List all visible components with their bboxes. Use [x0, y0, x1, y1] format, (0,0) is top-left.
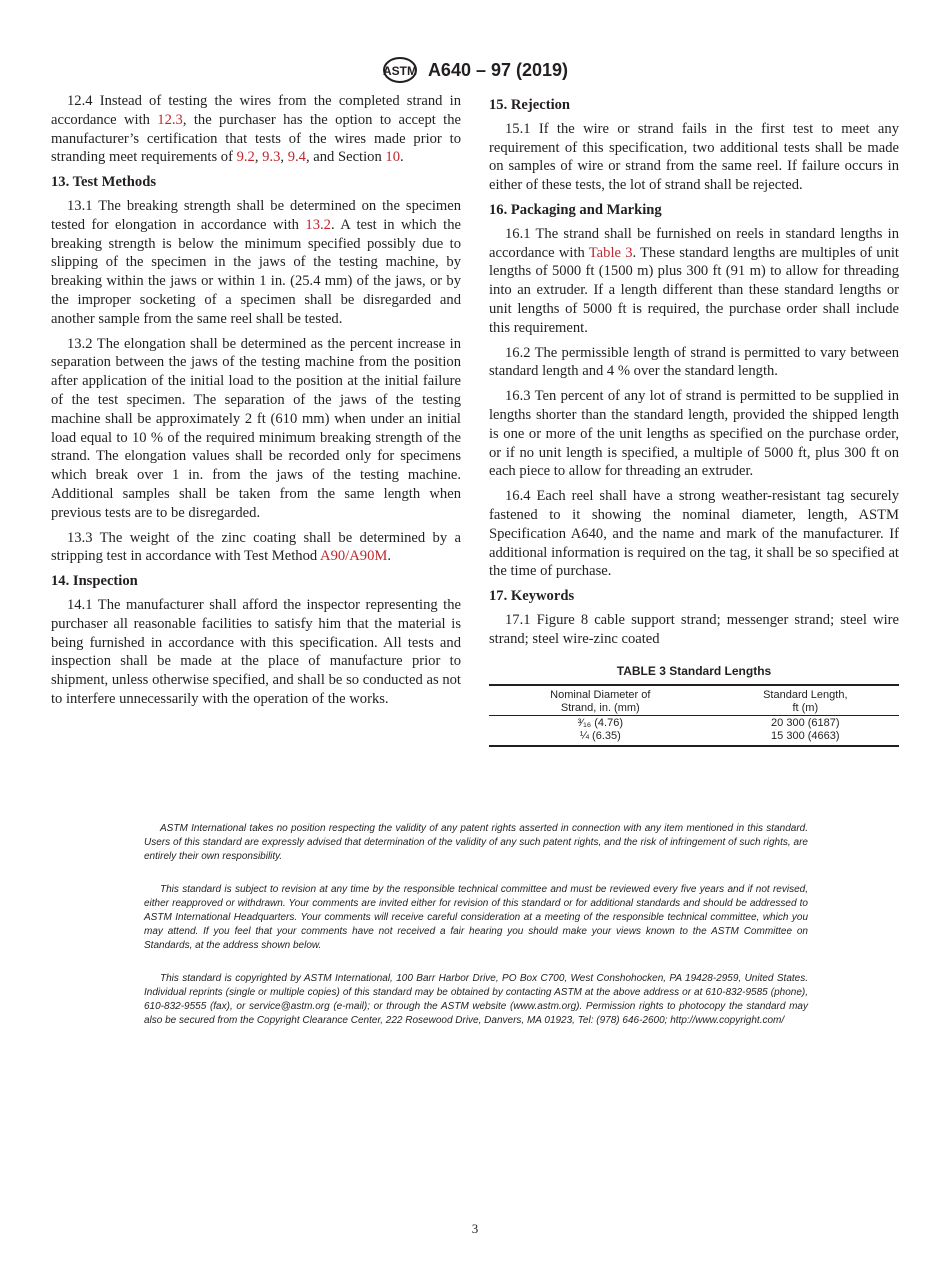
section-heading	[489, 587, 899, 606]
text-run: 13.2 The elongation shall be determined as the percent increase in separation between the jaws of the testing machine from the position after application of the initial load to the position at the initial failure of the test specimen. The separation of the jaws of the testing machine shall be approximately 2 ft (610 mm) when under an initial load equal to 10 % of the required minimum breaking strength of the strand. The elongation values shall be recorded only for specimens which break over 1 in. from the jaws of the testing machine. Additional samples shall be taken from the same length when previous tests are to be disregarded.	[51, 335, 461, 521]
svg-text:ASTM: ASTM	[382, 64, 417, 78]
text-run: 17.1 Figure 8 cable support strand; messenger strand; steel wire strand; steel wire-zinc coated	[489, 611, 899, 647]
right-column	[489, 92, 899, 747]
paragraph	[51, 197, 461, 329]
paragraph	[489, 387, 899, 481]
standard-lengths-table	[489, 665, 899, 747]
text-run: 17. Keywords	[489, 588, 575, 605]
cross-reference-link[interactable]: A90/A90M	[320, 548, 388, 565]
text-run: 14. Inspection	[51, 573, 138, 590]
paragraph	[489, 487, 899, 581]
text-run: 13. Test Methods	[51, 174, 157, 191]
paragraph	[489, 611, 899, 649]
text-run: . These standard lengths are multiples of unit lengths of 5000 ft (1500 m) plus 300 ft (91 m) to allow for threading into an extruder. If a length different than these standard lengths or unit lengths of 5000 ft is required, the purchase order shall include this requirement.	[489, 244, 899, 336]
table-row	[489, 715, 899, 730]
left-column	[51, 92, 461, 715]
text-run: 15. Rejection	[489, 97, 571, 113]
paragraph	[489, 225, 899, 338]
astm-logo-icon	[382, 56, 418, 84]
legal-footer	[144, 822, 808, 1047]
text-run: , and Section	[305, 149, 386, 166]
cross-reference-link[interactable]: 9.3	[262, 149, 281, 166]
text-run: 16. Packaging and Marking	[489, 201, 662, 218]
page-header	[0, 56, 950, 84]
text-run: 16.1 The strand shall be furnished on reels in standard lengths in accordance with	[489, 225, 899, 261]
text-run: ,	[280, 149, 288, 166]
cross-reference-link[interactable]: 13.2	[305, 216, 331, 233]
text-run: , the purchaser has the option to accept the manufacturer’s certification that tests of the wires made prior to stranding meet requirements of	[51, 111, 461, 166]
page-number: 3	[471, 1221, 479, 1236]
paragraph	[489, 120, 899, 195]
table-cell: ³⁄₁₆ (4.76)	[577, 716, 624, 729]
section-heading	[489, 96, 899, 115]
text-run: . A test in which the breaking strength is below the minimum specified possibly due to slipping of the specimen in the jaws of the testing machine, by breaking within the jaws or within 1 in. (25.4 mm) of the jaws, or by the improper socketing of a specimen shall be disregarded and another sample from the same reel shall be tested.	[51, 216, 461, 327]
text-run: .	[400, 149, 404, 166]
paragraph	[489, 344, 899, 382]
text-run: 15.1 If the wire or strand fails in the first test to meet any requirement of this specification, two additional tests shall be made on samples of wire or strand from the same reel. If failure occurs in either of these tests, the lot of strand shall be rejected.	[489, 120, 899, 194]
text-run: 12.4 Instead of testing the wires from the completed strand in accordance with	[51, 93, 461, 128]
text-run: 16.2 The permissible length of strand is permitted to vary between standard length and 4 % over the standard length.	[489, 344, 899, 380]
text-run: 13.3 The weight of the zinc coating shall be determined by a stripping test in accordance with Test Method	[51, 529, 461, 565]
document-designation: A640 – 97 (2019)	[427, 59, 569, 80]
text-run: 14.1 The manufacturer shall afford the inspector representing the purchaser all reasonable facilities to satisfy him that the material is being furnished in accordance with this specification. All tests and inspection shall be made at the place of manufacture prior to shipment, unless otherwise specified, and shall be so conducted as not to interfere unnecessarily with the operation of the works.	[51, 596, 461, 707]
cross-reference-link[interactable]: Table 3	[588, 244, 633, 261]
cross-reference-link[interactable]: 9.4	[287, 149, 306, 166]
paragraph	[51, 596, 461, 709]
paragraph	[51, 92, 461, 167]
cross-reference-link[interactable]: 9.2	[236, 149, 255, 166]
text-run: ,	[254, 149, 263, 166]
text-run: 13.1 The breaking strength shall be determined on the specimen tested for elongation in accordance with	[51, 197, 461, 233]
text-run: .	[387, 548, 391, 565]
paragraph	[51, 335, 461, 523]
cross-reference-link[interactable]: 10	[385, 149, 400, 166]
table-header-length: Standard Length, ft (m)	[712, 685, 899, 716]
section-heading	[51, 572, 461, 591]
cross-reference-link[interactable]: 12.3	[157, 111, 183, 128]
copyright-notice: This standard is copyrighted by ASTM International, 100 Barr Harbor Drive, PO Box C700, West Conshohocken, PA 19428-2959, United States. Individual reprints (single or multiple copies) of this standard may be obtained by contacting ASTM at the above address or at 610-832-9585 (phone), 610-832-9555 (fax), or service@astm.org (e-mail); or through the ASTM website (www.astm.org). Permission rights to photocopy the standard may also be secured from the Copyright Clearance Center, 222 Rosewood Drive, Danvers, MA 01923, Tel: (978) 646-2600; http://www.copyright.com/	[144, 973, 808, 1026]
table-row	[489, 730, 899, 746]
patent-notice: ASTM International takes no position respecting the validity of any patent rights asserted in connection with any item mentioned in this standard. Users of this standard are expressly advised that determination of the validity of any such patent rights, and the risk of infringement of such rights, are entirely their own responsibility.	[144, 823, 808, 862]
table-cell: 20 300 (6187)	[771, 716, 840, 729]
paragraph	[51, 529, 461, 567]
table-cell: 15 300 (4663)	[771, 729, 840, 742]
table-header-diameter: Nominal Diameter of Strand, in. (mm)	[489, 685, 712, 716]
table-caption: TABLE 3 Standard Lengths	[616, 663, 772, 678]
section-heading	[489, 201, 899, 220]
text-run: 16.4 Each reel shall have a strong weather-resistant tag securely fastened to it showing the nominal diameter, length, ASTM Specification A640, and the name and mark of the manufacturer. If additional information is required on the tag, it shall be so specified at the time of purchase.	[489, 488, 899, 580]
section-heading	[51, 173, 461, 192]
text-run: 16.3 Ten percent of any lot of strand is permitted to be supplied in lengths shorter than the standard length, provided the shipped length is one or more of the unit lengths as specified on the purchase order, or if no unit length is specified, a multiple of 5000 ft, plus 300 ft on each piece to allow for threading an extruder.	[489, 388, 899, 480]
revision-notice: This standard is subject to revision at any time by the responsible technical committee and must be reviewed every five years and if not revised, either reapproved or withdrawn. Your comments are invited either for revision of this standard or for additional standards and should be addressed to ASTM International Headquarters. Your comments will receive careful consideration at a meeting of the responsible technical committee, which you may attend. If you feel that your comments have not received a fair hearing you should make your views known to the ASTM Committee on Standards, at the address shown below.	[144, 884, 808, 951]
table-cell: ¼ (6.35)	[579, 729, 621, 742]
